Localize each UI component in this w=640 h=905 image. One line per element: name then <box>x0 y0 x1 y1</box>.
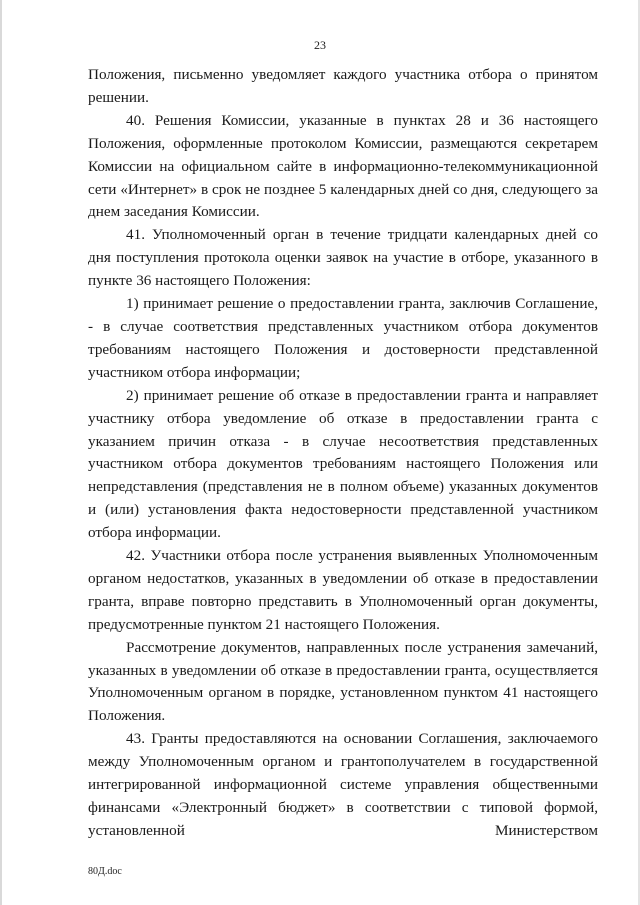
paragraph-43: 43. Гранты предоставляются на основании Соглашения, заключаемого между Уполномоченным органом и грантополучателем в государственной интегрированной информационной системе управления общественными финансами «Электронный бюджет» в соответствии с типовой формой, установленной Министерством <box>88 730 598 839</box>
footer-file-name: 80Д.doc <box>88 866 122 877</box>
paragraph-42: 42. Участники отбора после устранения выявленных Уполномоченным органом недостатков, указанных в уведомлении об отказе в предоставлении гранта, вправе повторно представить в Уполномоченный орган документы, предусмотренные пунктом 21 настоящего Положения. <box>88 547 598 633</box>
document-body <box>88 64 598 843</box>
paragraph-41-item-1: 1) принимает решение о предоставлении гранта, заключив Соглашение, - в случае соответствия представленных участником отбора документов требованиям настоящего Положения и достоверности представленной участником отбора информации; <box>88 295 598 381</box>
paragraph-42-review: Рассмотрение документов, направленных после устранения замечаний, указанных в уведомлении об отказе в предоставлении гранта, осуществляется Уполномоченным органом в порядке, установленном пунктом 41 настоящего Положения. <box>88 638 598 725</box>
paragraph-continuation: Положения, письменно уведомляет каждого участника отбора о принятом решении. <box>88 66 598 106</box>
paragraph-41: 41. Уполномоченный орган в течение тридцати календарных дней со дня поступления протокола оценки заявок на участие в отборе, указанного в пункте 36 настоящего Положения: <box>88 226 598 290</box>
page-number: 23 <box>314 38 326 52</box>
scan-edge-left <box>0 0 2 905</box>
paragraph-41-item-2: 2) принимает решение об отказе в предоставлении гранта и направляет участнику отбора уведомление об отказе в предоставлении гранта с указанием причин отказа - в случае несоответствия представленных участником отбора документов требованиям настоящего Положения или непредставления (представления не в полном объеме) указанных документов и (или) установления факта недостоверности представленной участником отбора информации. <box>88 386 598 542</box>
paragraph-40: 40. Решения Комиссии, указанные в пунктах 28 и 36 настоящего Положения, оформленные протоколом Комиссии, размещаются секретарем Комиссии на официальном сайте в информационно-телекоммуникационной сети «Интернет» в срок не позднее 5 календарных дней со дня, следующего за днем заседания Комиссии. <box>88 111 598 221</box>
